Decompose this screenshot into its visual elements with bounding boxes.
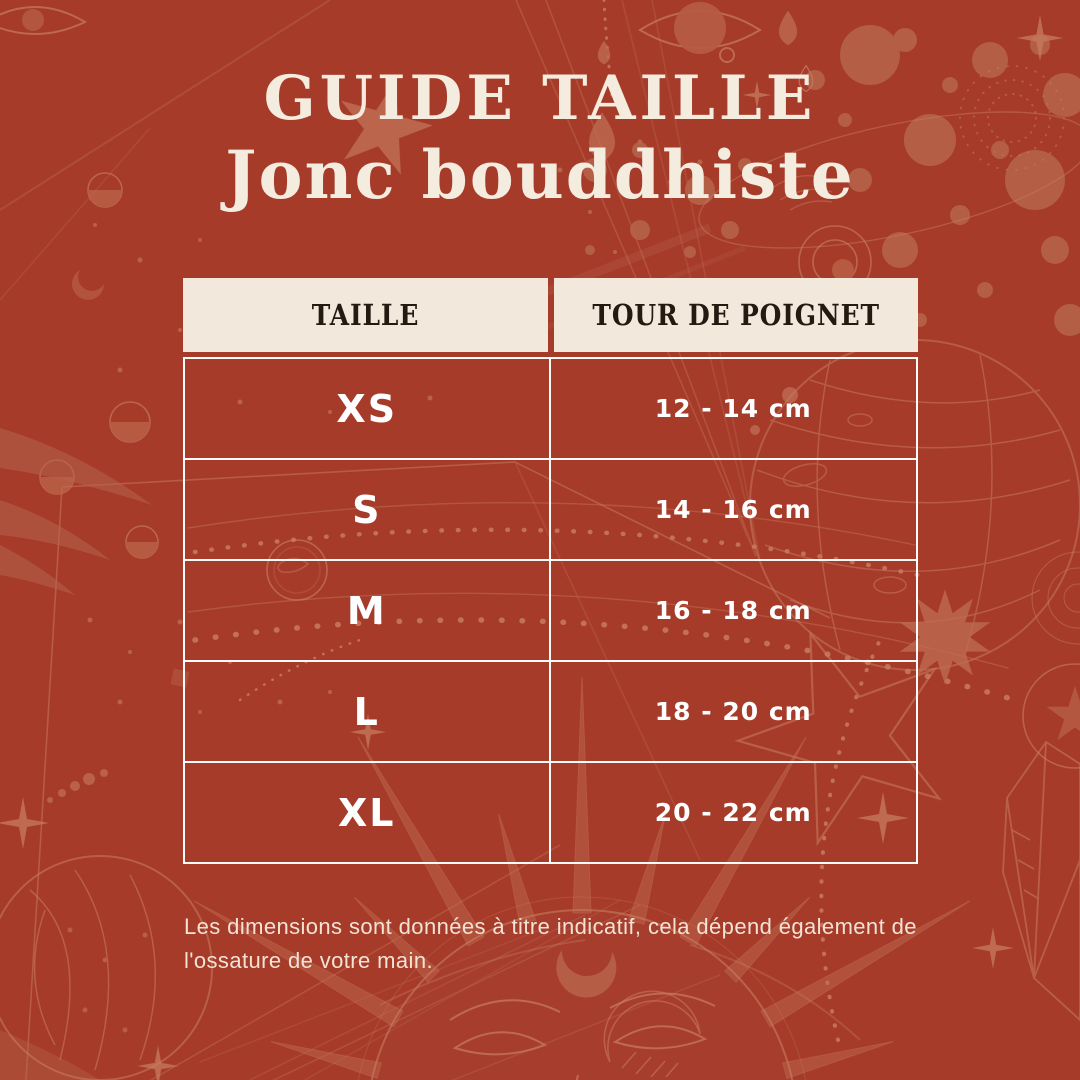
table-row — [185, 763, 916, 862]
size-table-header — [183, 278, 918, 352]
header-label-tour-de-poignet: TOUR DE POIGNET — [592, 298, 880, 332]
table-row — [185, 460, 916, 561]
size-table-body — [183, 357, 918, 864]
table-row — [185, 662, 916, 763]
header-cell-tour-de-poignet — [554, 278, 919, 352]
wrist-cell: 14 - 16 cm — [654, 495, 812, 524]
wrist-cell: 12 - 14 cm — [654, 394, 812, 423]
size-cell: XS — [185, 359, 551, 458]
size-cell: L — [185, 662, 551, 761]
size-cell: XL — [185, 763, 551, 862]
page-subtitle: Jonc bouddhiste — [225, 136, 855, 215]
header-cell-taille — [183, 278, 548, 352]
page-title-block — [0, 64, 1080, 214]
size-cell: M — [185, 561, 551, 660]
wrist-cell: 16 - 18 cm — [654, 596, 812, 625]
page-title: GUIDE TAILLE — [263, 63, 817, 134]
wrist-cell: 20 - 22 cm — [654, 798, 812, 827]
size-cell: S — [185, 460, 551, 559]
wrist-cell: 18 - 20 cm — [654, 697, 812, 726]
header-label-taille: TAILLE — [311, 298, 419, 332]
disclaimer-note: Les dimensions sont données à titre indicatif, cela dépend également de l'ossature de votre main. — [184, 914, 917, 974]
table-row — [185, 561, 916, 662]
table-row — [185, 359, 916, 460]
size-table — [183, 278, 918, 864]
